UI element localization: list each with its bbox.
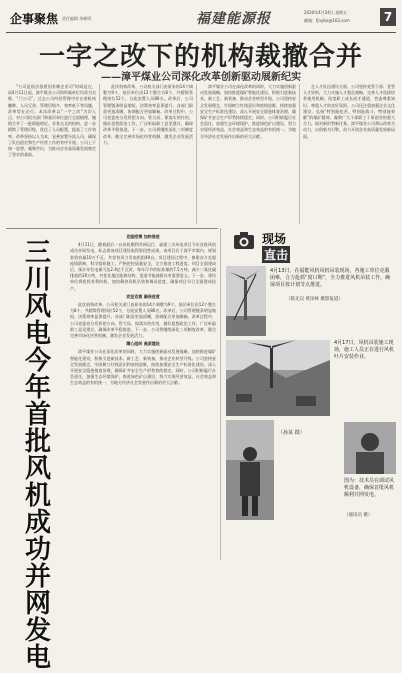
- vertical-title-char: 功: [24, 535, 51, 565]
- column-divider: [99, 84, 100, 224]
- worker-photo: [344, 422, 396, 474]
- contact-email: 邮箱：fjnybx@163.com: [304, 18, 350, 23]
- vertical-title-char: 风: [24, 454, 51, 484]
- vertical-title-char: 电: [24, 643, 51, 673]
- column-divider: [196, 84, 197, 224]
- section-title: 企事聚焦: [10, 12, 59, 26]
- vertical-title-char: 网: [24, 589, 51, 619]
- article-subheading: 攻坚克难 确保进度: [126, 293, 160, 299]
- construction-site-photo: [226, 340, 330, 416]
- vertical-title-char: 并: [24, 562, 51, 592]
- article-column-2: [103, 84, 193, 224]
- camera-icon: [232, 228, 256, 252]
- page-number-badge: 7: [380, 8, 396, 26]
- vertical-title: [16, 240, 60, 672]
- live-title-2: 直击: [264, 248, 289, 262]
- page-header: [6, 4, 396, 32]
- editor-credit: 责任编辑 余峡明: [62, 16, 92, 21]
- wind-turbine-photo: [226, 266, 266, 336]
- vertical-title-char: 三: [24, 238, 51, 268]
- vertical-title-char: 风: [24, 292, 51, 322]
- column-divider: [299, 84, 300, 224]
- vertical-title-char: 批: [24, 427, 51, 457]
- article-column-1: [8, 84, 96, 224]
- newspaper-name: 福建能源报: [196, 11, 271, 27]
- main-headline: 一字之改下的机构裁撤合并: [38, 42, 363, 72]
- article-column-4: [303, 84, 395, 224]
- vertical-title-char: 发: [24, 616, 51, 646]
- photo-caption-3b: 图为：技术员在调试风机设备，确保首批风机顺利并网发电。: [344, 478, 395, 498]
- article-paragraph: “公司是依法依照国有制企业司”时间是在，试4月11日起，漳平煤业公司和所属单位均改为名称，“门公司”。过去公司经营管理中存在着机构臃肿、人员冗余、管理层级多、效率低下等问题，改革势在必行。本次改革以“一字之改”为切入点，对公司机关部门和基层单位进行全面梳理，撤销合并了一批职能相近、业务交叉的机构，进一步精简了管理层级，优化了人员配置，提高了工作效率。改革坚持以人为本，妥善安置分流人员，确保了队伍稳定和生产经营工作的有序开展。公司上下统一思想，凝聚共识，为推动企业高质量发展奠定了坚实的基础。: [8, 84, 96, 158]
- article-paragraph: 在人才队伍建设方面，公司坚持党管干部、党管人才原则，大力实施人才强企战略，完善人才选拔培养使用机制，拓宽职工成长成才通道，营造尊重知识、尊重人才的良好氛围。公司还注重加强企业文化建设，弘扬“特别能吃苦、特别能战斗、特别能奉献”的煤矿精神，凝聚广大干部职工干事创业的强大合力。面对新形势新任务，漳平煤业公司将以改革为动力，以创新为引擎，奋力开创企业高质量发展新局面。: [303, 84, 395, 139]
- technician-photo: [226, 420, 274, 520]
- section-rule: [6, 228, 218, 229]
- column-divider: [220, 228, 221, 560]
- vertical-title-char: 首: [24, 400, 51, 430]
- vertical-title-char: 电: [24, 319, 51, 349]
- photo-caption-1: 4月13日，在福能风机风机吊装现场，各施工单位克服困难，合力抢抓“窗口期”，全力推进风机吊装工作，确保项目按计划节点推进。: [270, 268, 391, 288]
- article-subheading: 克服疫情 加快推进: [126, 234, 160, 239]
- vertical-title-char: 年: [24, 373, 51, 403]
- article-paragraph: 漳平煤业公司在深化改革的同时，大力实施创新驱动发展战略，加快推进煤矿智能化建设，积极引进新技术、新工艺、新装备，推动企业转型升级。公司坚持安全发展理念，牢固树立红线意识和底线思维，持续加强安全生产标准化建设，深入开展安全隐患排查治理，确保矿井安全生产形势持续稳定。同时，公司积极履行社会责任，加强生态环境保护，推进绿色矿山建设，努力实现经济效益、社会效益和生态效益的有机统一，为地方经济社会发展作出新的更大贡献。: [200, 84, 296, 139]
- sub-headline: ——漳平煤业公司深化改革创新驱动展新纪实: [101, 72, 301, 83]
- article-paragraph: 此次机构改革，公司机关部门由原来的14个调整为9个，基层单位由12个整合为8个，共精简管理岗位52个，分流安置人员86名。改革后，公司管理链条明显缩短，决策效率显著提升，各部门职责更加清晰，协调配合更加顺畅。改革过程中，公司党委充分发挥把方向、管大局、保落实的作用，做好思想政治工作，广泛听取职工意见建议，确保改革平稳推进。下一步，公司将继续深化三项制度改革，健全完善市场化经营机制，激发企业发展活力。: [70, 302, 216, 339]
- photo-credit-1: （陈先汉 黄泽林 摄影报道）: [286, 297, 343, 302]
- vertical-title-char: 成: [24, 508, 51, 538]
- article-column-3: [200, 84, 296, 224]
- photo-caption-2: 4月17日，风机吊装施工现场，施工人员正在进行风机叶片安装作业。: [334, 340, 395, 360]
- article-subheading: 精心组织 高质建设: [126, 341, 160, 347]
- issue-date: 2020年4月24日 星期五: [304, 10, 348, 15]
- vertical-title-char: 川: [24, 265, 51, 295]
- article-paragraph: 此次机构改革，公司机关部门由原来的14个调整为9个，基层单位由12个整合为8个，共精简管理岗位52个，分流安置人员86名。改革后，公司管理链条明显缩短，决策效率显著提升，各部门职责更加清晰，协调配合更加顺畅。改革过程中，公司党委充分发挥把方向、管大局、保落实的作用，做好思想政治工作，广泛听取职工意见建议，确保改革平稳推进。下一步，公司将继续深化三项制度改革，健全完善市场化经营机制，激发企业发展活力。: [103, 84, 193, 145]
- live-scene-label: [232, 228, 312, 262]
- photo-caption-2-extra: （孙某 摄）: [278, 430, 305, 436]
- vertical-title-char: 机: [24, 481, 51, 511]
- article-paragraph: 漳平煤业公司在深化改革的同时，大力实施创新驱动发展战略，加快推进煤矿智能化建设，积极引进新技术、新工艺、新装备，推动企业转型升级。公司坚持安全发展理念，牢固树立红线意识和底线思维，持续加强安全生产标准化建设，深入开展安全隐患排查治理，确保矿井安全生产形势持续稳定。同时，公司积极履行社会责任，加强生态环境保护，推进绿色矿山建设，努力实现经济效益、社会效益和生态效益的有机统一，为地方经济社会发展作出新的更大贡献。: [70, 349, 216, 386]
- header-rule: [6, 32, 396, 33]
- photo-credit-3: （通讯员 摄）: [344, 513, 373, 518]
- vertical-title-char: 今: [24, 346, 51, 376]
- article-paragraph: 4月11日，随着最后一台风机顺利并网运行，福建三川风电项目今年首批风机成功并网发电，标志着该项目建设取得阶段性成果。该项目位于漳平市境内，规划装机容量10万千瓦，共安装风力发电机组40台。项目建设过程中，参建各方克服疫情影响，科学组织施工，严格把控质量安全，全力推进工程进度。项目全面建成后，预计年发电量可达2.4亿千瓦时，每年可节约标准煤约7.5万吨，减少二氧化碳排放约20万吨，对优化地区能源结构、促进节能减排具有重要意义。下一步，建设单位将抢抓有利时机，加快剩余风机吊装和调试进度，确保项目早日全面建成投产。: [70, 242, 216, 291]
- wind-article: [70, 232, 216, 558]
- live-title-1: 现场: [262, 232, 287, 246]
